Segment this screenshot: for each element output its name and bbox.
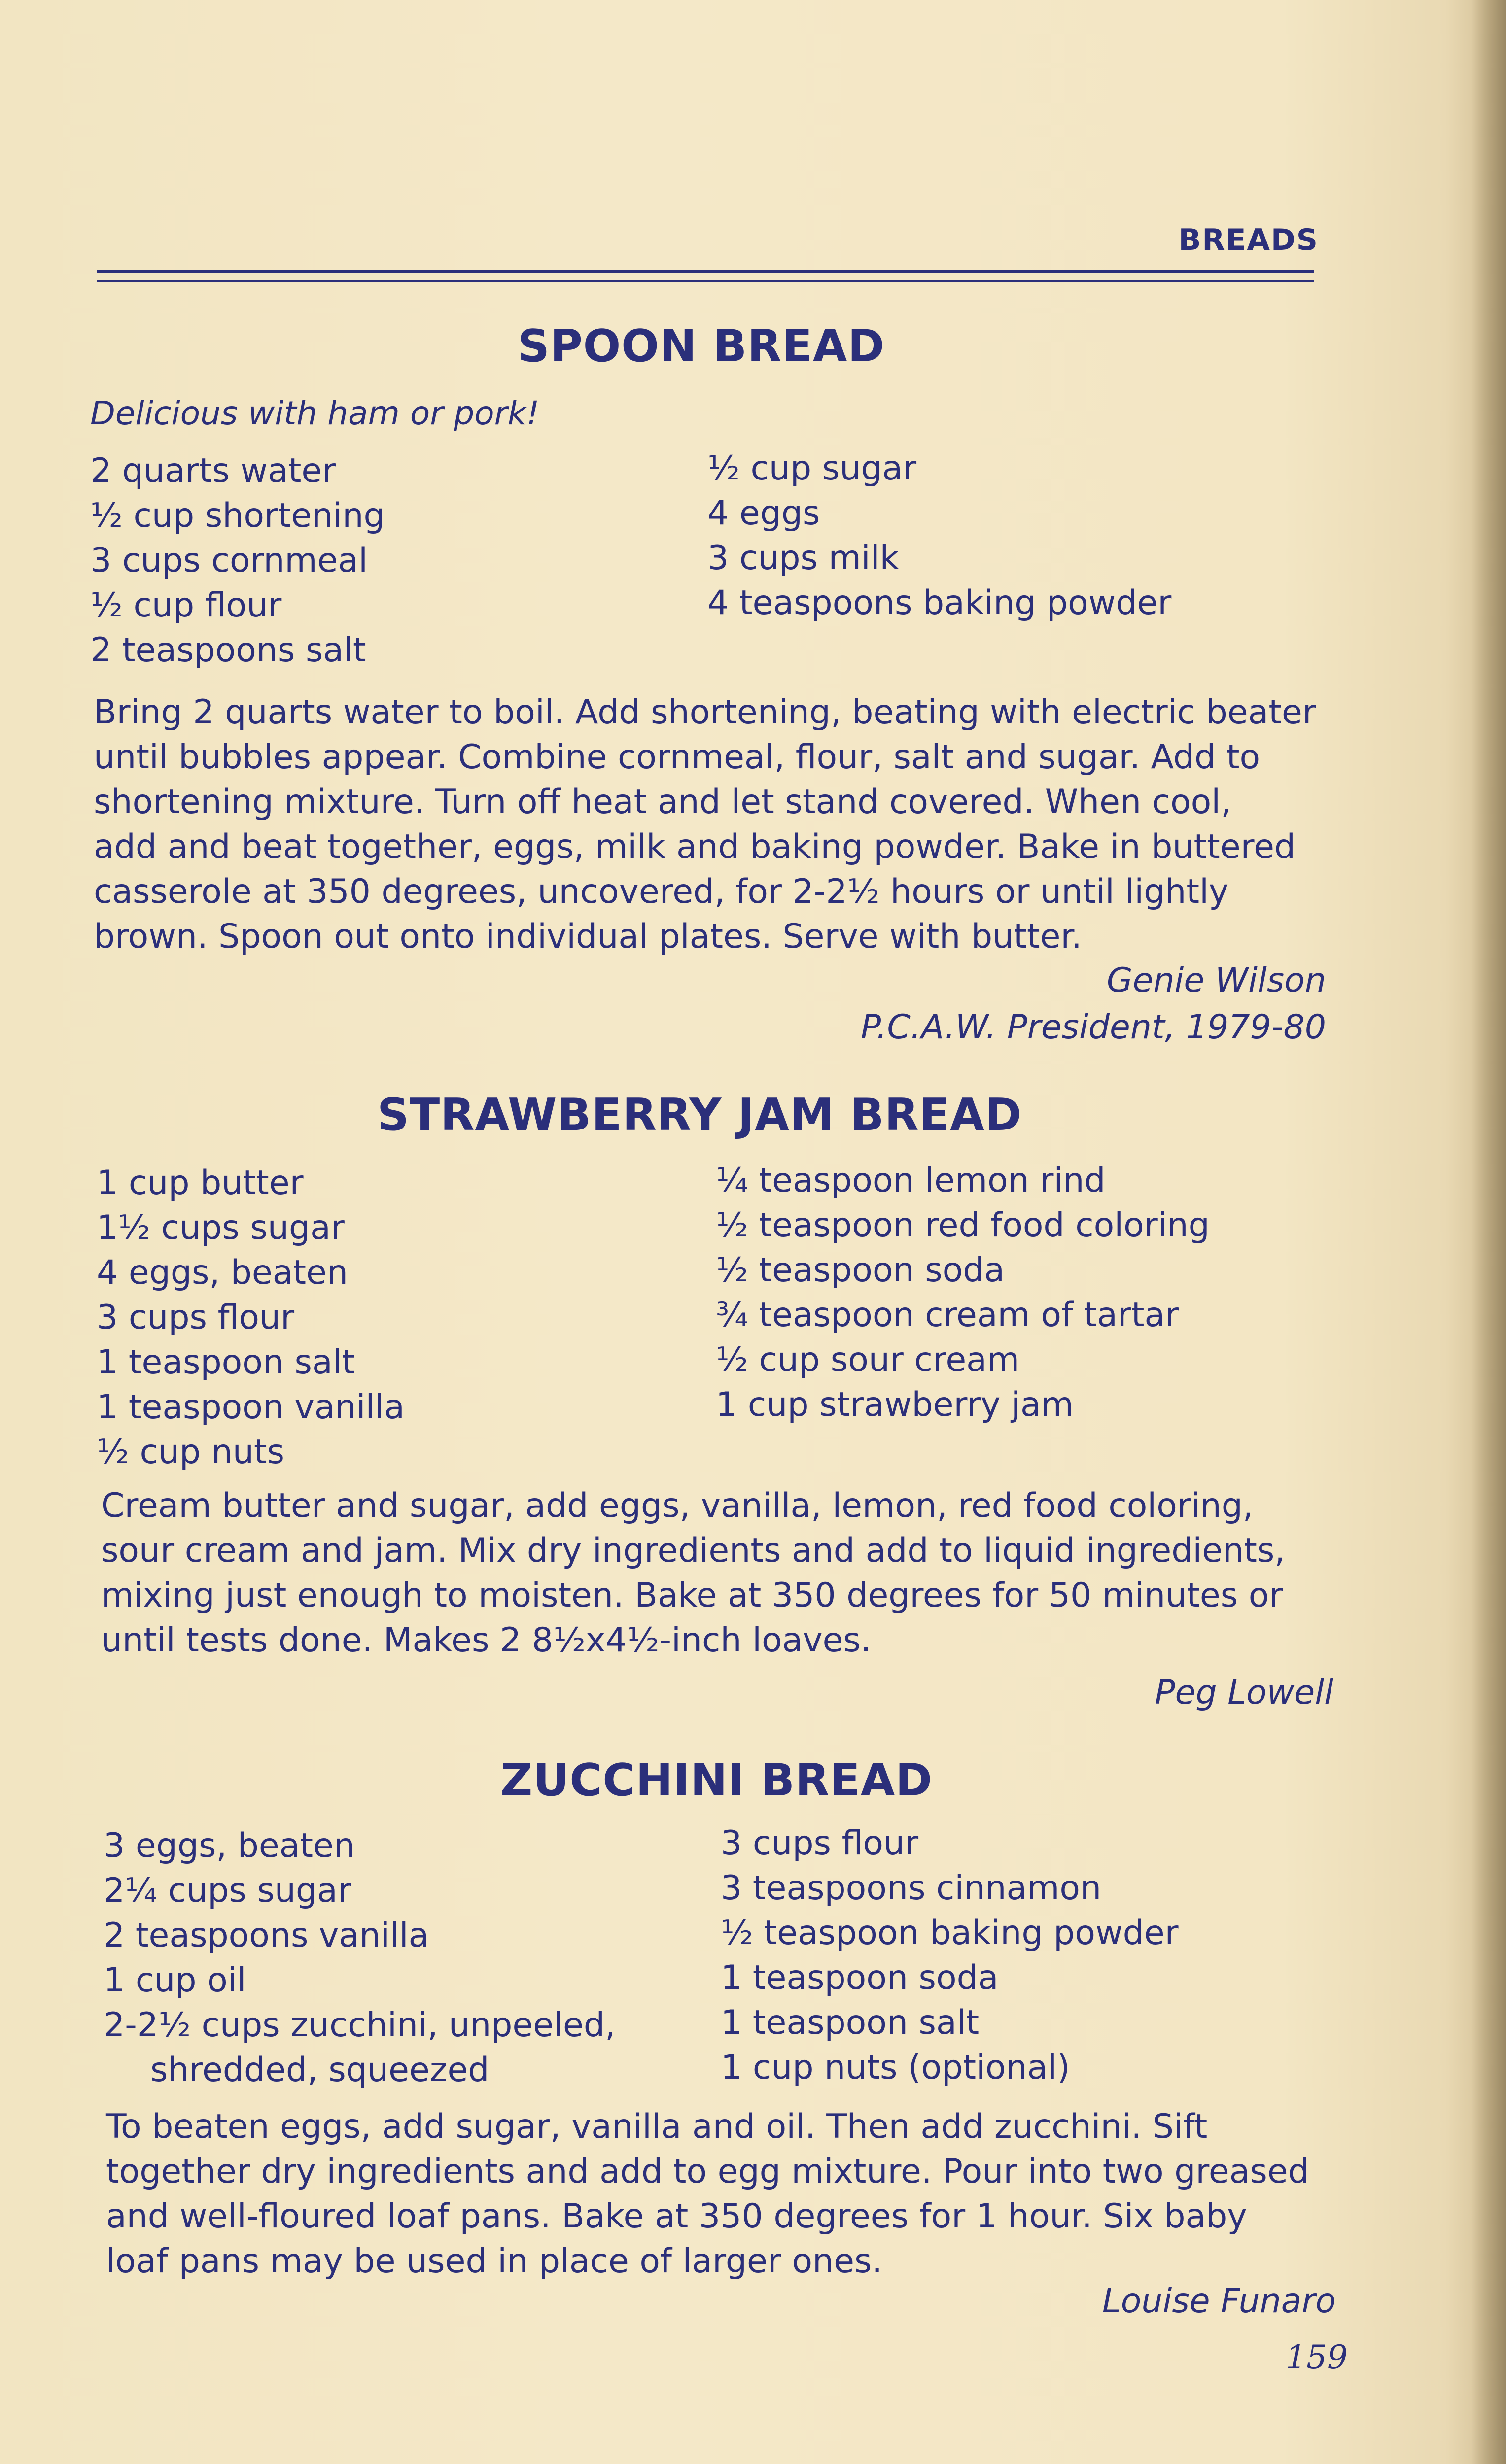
ingredients-left [104,1823,616,2092]
ingredient: 1½ cups sugar [97,1208,345,1247]
ingredient: 4 eggs, beaten [97,1253,348,1292]
ingredient: ½ cup shortening [90,496,385,535]
ingredients-right [707,446,1171,625]
recipe-directions [101,1483,1329,1663]
recipe-subtitle: Delicious with ham or pork! [90,394,540,432]
directions-line: until tests done. Makes 2 8½x4½-inch loaves. [101,1621,872,1660]
ingredient: ½ cup sour cream [716,1340,1020,1379]
ingredient: 4 eggs [707,494,820,533]
ingredient: 1 teaspoon vanilla [97,1388,405,1427]
ingredient: 1 teaspoon salt [97,1343,355,1382]
ingredients-left [97,1161,405,1474]
directions-line: brown. Spoon out onto individual plates. Serve with butter. [94,917,1082,956]
ingredient: ½ cup nuts [97,1433,285,1472]
ingredient: 2 teaspoons vanilla [104,1916,429,1955]
ingredient: 1 cup butter [97,1164,304,1202]
recipe-author-title: P.C.A.W. President, 1979-80 [861,1008,1326,1047]
recipe-title: ZUCCHINI BREAD [500,1754,933,1806]
show-through-text [345,296,360,347]
directions-line: mixing just enough to moisten. Bake at 350 degrees for 50 minutes or [101,1576,1283,1615]
directions-line: Bring 2 quarts water to boil. Add shortening, beating with electric beater [94,693,1316,732]
ingredient: ½ teaspoon soda [716,1251,1005,1290]
ingredient: 1 cup oil [104,1961,246,2000]
directions-line: To beaten eggs, add sugar, vanilla and oil. Then add zucchini. Sift [106,2107,1208,2146]
ingredient: 3 cups flour [721,1824,919,1863]
directions-line: Cream butter and sugar, add eggs, vanilla, lemon, red food coloring, [101,1486,1254,1525]
directions-line: shortening mixture. Turn off heat and let stand covered. When cool, [94,783,1231,821]
directions-line: and well-floured loaf pans. Bake at 350 degrees for 1 hour. Six baby [106,2197,1247,2236]
ingredient: 4 teaspoons baking powder [707,583,1172,622]
recipe-author: Louise Funaro [1102,2282,1336,2321]
ingredients-left [90,448,385,673]
ingredients-right [716,1158,1210,1427]
ingredients-right [721,1821,1179,2090]
section-header: BREADS [1178,223,1319,257]
ingredient: 3 eggs, beaten [104,1826,355,1865]
directions-line: together dry ingredients and add to egg mixture. Pour into two greased [106,2152,1309,2191]
directions-line: casserole at 350 degrees, uncovered, for 2-2½ hours or until lightly [94,872,1229,911]
ingredient: 1 teaspoon soda [721,1958,999,1997]
page-number: 159 [1286,2338,1348,2376]
ingredient: shredded, squeezed [150,2051,490,2089]
ingredient: ¼ teaspoon lemon rind [716,1161,1106,1200]
ingredient: 3 cups flour [97,1298,295,1337]
ingredient: ½ teaspoon red food coloring [716,1206,1210,1245]
ingredient: ½ cup flour [90,586,282,625]
page-binding-edge [1471,0,1506,2464]
recipe-directions [94,690,1326,959]
recipe-author: Genie Wilson [1106,961,1326,1000]
ingredient: ½ cup sugar [707,449,917,488]
ingredient: ½ teaspoon baking powder [721,1914,1179,1952]
ingredient: 2 teaspoons salt [90,631,366,670]
header-rule-top [97,270,1314,273]
ingredient: 1 cup nuts (optional) [721,2048,1070,2087]
recipe-title: SPOON BREAD [518,320,885,372]
recipe-author: Peg Lowell [1155,1673,1333,1712]
directions-line: loaf pans may be used in place of larger ones. [106,2242,883,2281]
ingredient: 3 cups milk [707,539,899,578]
directions-line: add and beat together, eggs, milk and baking powder. Bake in buttered [94,827,1296,866]
directions-line: until bubbles appear. Combine cornmeal, flour, salt and sugar. Add to [94,738,1261,777]
ingredient: 2¼ cups sugar [104,1871,351,1910]
ingredient: 1 teaspoon salt [721,2003,980,2042]
recipe-directions [106,2104,1333,2284]
directions-line: sour cream and jam. Mix dry ingredients and add to liquid ingredients, [101,1531,1285,1570]
ingredient: 3 teaspoons cinnamon [721,1869,1102,1908]
header-rule-bottom [97,280,1314,282]
ingredient: 2 quarts water [90,451,336,490]
recipe-title: STRAWBERRY JAM BREAD [377,1089,1022,1141]
ingredient: ¾ teaspoon cream of tartar [716,1296,1179,1335]
ingredient: 1 cup strawberry jam [716,1385,1074,1424]
ingredient: 3 cups cornmeal [90,541,368,580]
ingredient: 2-2½ cups zucchini, unpeeled, [104,2006,616,2045]
